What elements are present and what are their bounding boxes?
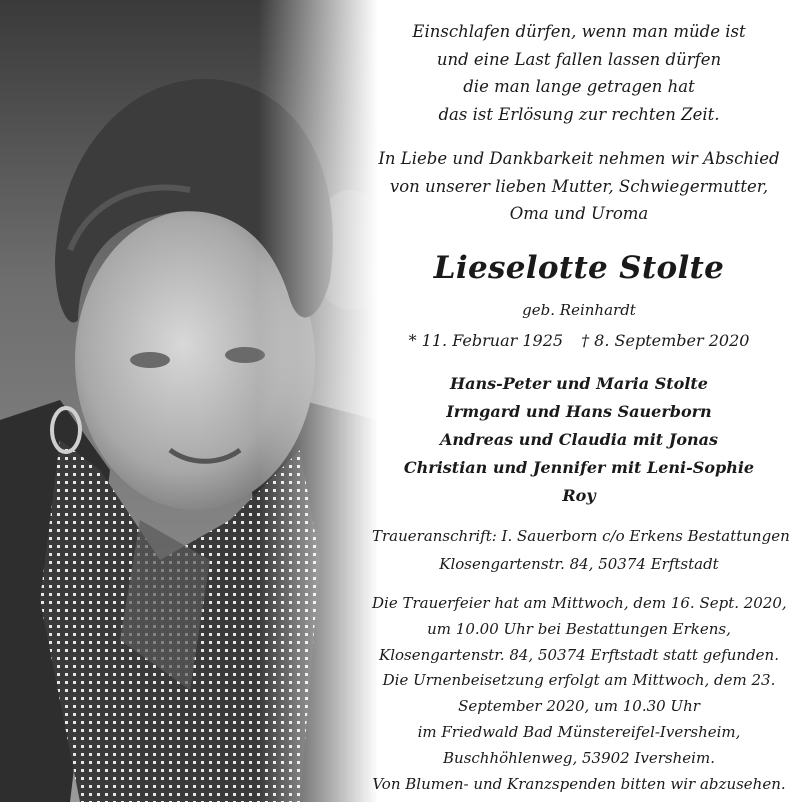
intro-line: von unserer lieben Mutter, Schwiegermutter, (389, 176, 769, 196)
address-line: Traueranschrift: I. Sauerborn c/o Erkens Bestattungen (372, 527, 790, 545)
service-line: Klosengartenstr. 84, 50374 Erftstadt statt gefunden. (379, 645, 779, 664)
birth-date: * 11. Februar 1925 (408, 331, 564, 350)
mourner-line: Andreas und Claudia mit Jonas (439, 430, 719, 449)
mourning-address (372, 522, 790, 578)
service-line: Buschhöhlenweg, 53902 Iversheim. (443, 748, 715, 767)
service-line: Die Urnenbeisetzung erfolgt am Mittwoch, dem 23. (382, 671, 776, 690)
mourner-line: Irmgard und Hans Sauerborn (446, 402, 712, 421)
intro-line: In Liebe und Dankbarkeit nehmen wir Abschied (378, 149, 780, 168)
service-line: September 2020, um 10.30 Uhr (458, 697, 700, 716)
service-line: Von Blumen- und Kranzspenden bitten wir abzusehen. (372, 774, 786, 793)
mourner-line: Roy (562, 486, 596, 505)
life-dates (372, 328, 786, 354)
intro-line: Oma und Uroma (509, 204, 649, 223)
farewell-intro (372, 145, 786, 228)
address-line: Klosengartenstr. 84, 50374 Erftstadt (439, 555, 719, 573)
funeral-service-info (372, 591, 786, 797)
poem (372, 18, 786, 128)
portrait-photo (0, 0, 378, 802)
service-line: um 10.00 Uhr bei Bestattungen Erkens, (427, 619, 731, 638)
obituary-text (372, 0, 790, 802)
deceased-name: Lieselotte Stolte (433, 250, 725, 286)
mourner-line: Hans-Peter und Maria Stolte (450, 374, 708, 393)
mourner-line: Christian und Jennifer mit Leni-Sophie (403, 458, 755, 477)
poem-line: das ist Erlösung zur rechten Zeit. (438, 104, 720, 124)
death-date: † 8. September 2020 (581, 331, 750, 350)
poem-line: die man lange getragen hat (463, 77, 695, 96)
service-line: im Friedwald Bad Münstereifel-Iversheim, (417, 722, 741, 741)
poem-line: und eine Last fallen lassen dürfen (436, 49, 722, 69)
service-line: Die Trauerfeier hat am Mittwoch, dem 16. Sept. 2020, (372, 594, 787, 612)
mourners-list (372, 370, 786, 510)
birth-name: geb. Reinhardt (522, 301, 636, 319)
poem-line: Einschlafen dürfen, wenn man müde ist (412, 22, 746, 41)
